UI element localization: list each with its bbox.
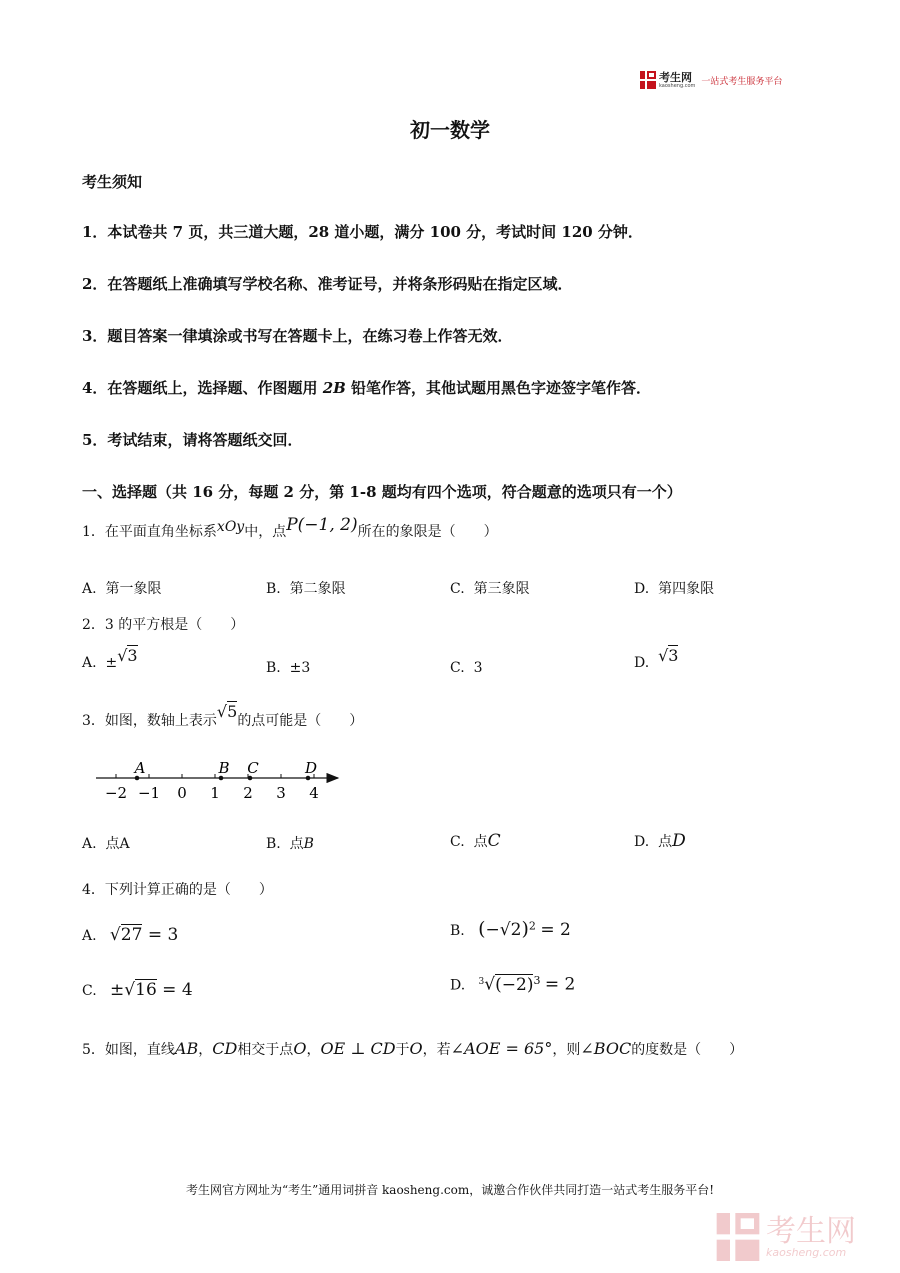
- option-point-name: B: [303, 836, 314, 852]
- option-letter: D.: [634, 834, 650, 850]
- logo-slogan: 一站式考生服务平台: [701, 76, 783, 87]
- option-letter: B.: [266, 660, 281, 676]
- q3-pre: 3．如图，数轴上表示: [82, 713, 217, 729]
- q2-option-d[interactable]: D. √3: [634, 646, 679, 671]
- option-exponent: 2: [528, 919, 536, 933]
- q5-text: 的度数是（ ）: [631, 1042, 744, 1058]
- q5-text: 5．如图，直线: [82, 1042, 175, 1058]
- q3-option-b[interactable]: [266, 833, 314, 853]
- q1-option-c[interactable]: [450, 578, 530, 598]
- q1-pre: 1．在平面直角坐标系: [82, 524, 217, 540]
- tick-label: 0: [177, 784, 187, 802]
- notice-rule-3: 3．题目答案一律填涂或书写在答题卡上，在练习卷上作答无效．: [82, 327, 513, 345]
- radicand: 3: [127, 646, 138, 665]
- q1-coord-system: xOy: [216, 519, 245, 535]
- root-index: 3: [478, 977, 485, 987]
- q5-text: ，: [306, 1042, 321, 1058]
- option-letter: D.: [450, 977, 466, 994]
- q4-option-d[interactable]: D. $^3√(-2)^3 = 2$: [450, 974, 576, 995]
- q4-option-b[interactable]: B. $(-√2)^2 = 2$: [450, 918, 571, 940]
- watermark-domain: kaosheng.com: [766, 1245, 847, 1259]
- radicand: 27: [120, 925, 143, 945]
- option-letter: C.: [450, 581, 465, 597]
- option-letter: A.: [82, 655, 97, 671]
- tick-label: −1: [137, 784, 161, 802]
- q5-line-cd: CD: [212, 1039, 238, 1058]
- option-text: 3: [473, 660, 483, 676]
- tick-label: 1: [210, 784, 220, 802]
- option-letter: B.: [450, 923, 465, 939]
- point-label: D: [304, 759, 318, 777]
- logo-mark-icon: [640, 71, 656, 89]
- notice-rule-4-post: 铅笔作答，其他试题用黑色字迹签字笔作答．: [351, 379, 652, 397]
- q3-option-a[interactable]: [82, 833, 130, 853]
- q3-option-d[interactable]: [634, 831, 686, 851]
- page-title: 初一数学: [410, 118, 490, 142]
- notice-rule-4-pre: 4．在答题纸上，选择题、作图题用: [82, 379, 318, 397]
- q5-point-o: O: [409, 1039, 423, 1058]
- option-letter: B.: [266, 836, 281, 852]
- q2-option-b[interactable]: [266, 660, 310, 676]
- notice-rule-5: 5．考试结束，请将答题纸交回．: [82, 431, 303, 449]
- option-text: 点: [473, 834, 488, 850]
- q5-perpendicular: OE ⊥ CD: [320, 1039, 396, 1058]
- number-line: [90, 756, 350, 804]
- q4-option-a[interactable]: A. √27 = 3: [82, 925, 179, 945]
- option-text: ±3: [289, 660, 311, 676]
- q5-text: ，则: [552, 1042, 581, 1058]
- point-label: A: [134, 759, 146, 777]
- q5-text: ，若: [422, 1042, 451, 1058]
- logo-domain: kaosheng.com: [659, 82, 696, 89]
- option-point-name: C: [487, 831, 501, 851]
- option-text: 第一象限: [105, 581, 162, 597]
- option-letter: C.: [450, 834, 465, 850]
- q5-text: ，: [198, 1042, 213, 1058]
- q1-point: P(−1, 2): [286, 515, 358, 535]
- notice-rule-4: [82, 377, 651, 398]
- section-heading: 一、选择题（共 16 分，每题 2 分，第 1-8 题均有四个选项，符合题意的选项只有一个）: [82, 483, 682, 501]
- question-3-stem: 3．如图，数轴上表示√5的点可能是（ ）: [82, 702, 364, 729]
- point-label: B: [218, 759, 230, 777]
- q2-option-a[interactable]: A. ±√3: [82, 646, 138, 671]
- option-exponent: 3: [533, 974, 541, 987]
- option-rhs: = 3: [147, 925, 179, 945]
- radicand: 5: [227, 702, 238, 721]
- tick-label: 2: [243, 784, 253, 802]
- option-letter: D.: [634, 655, 650, 671]
- notice-heading: 考生须知: [82, 173, 143, 191]
- q1-option-a[interactable]: [82, 578, 161, 598]
- option-text: 点: [105, 836, 120, 852]
- option-rhs: = 4: [162, 980, 193, 1000]
- q5-angle-boc: ∠BOC: [580, 1039, 632, 1058]
- plus-minus: ±: [110, 980, 125, 1000]
- notice-rule-1: 1．本试卷共 7 页，共三道大题，28 道小题，满分 100 分，考试时间 120 分钟．: [82, 223, 643, 241]
- q5-angle-aoe: ∠AOE = 65°: [450, 1039, 553, 1058]
- logo-name: 考生网: [659, 70, 692, 84]
- q1-option-d[interactable]: [634, 578, 714, 598]
- notice-rule-2: 2．在答题纸上准确填写学校名称、准考证号，并将条形码贴在指定区域．: [82, 275, 573, 293]
- option-text: 点: [658, 834, 673, 850]
- radicand: 16: [135, 980, 157, 1000]
- question-1-stem: [82, 515, 498, 541]
- option-text: 第四象限: [658, 581, 715, 597]
- q5-point-o: O: [293, 1039, 307, 1058]
- q1-option-b[interactable]: [266, 578, 346, 598]
- question-2-stem: 2．3 的平方根是（ ）: [82, 617, 245, 633]
- point-label: C: [247, 759, 259, 777]
- option-point-name: A: [119, 836, 130, 852]
- q3-post: 的点可能是（ ）: [237, 713, 364, 729]
- q2-option-c[interactable]: [450, 660, 483, 676]
- question-4-stem: 4．下列计算正确的是（ ）: [82, 882, 273, 898]
- option-letter: A.: [82, 581, 97, 597]
- option-inner: (−2): [495, 974, 534, 995]
- watermark-logo: [716, 1213, 856, 1261]
- q1-mid: 中，点: [244, 524, 287, 540]
- header-logo: [640, 71, 782, 89]
- option-letter: A.: [82, 836, 97, 852]
- q5-line-ab: AB: [174, 1039, 199, 1058]
- option-text: 第二象限: [289, 581, 346, 597]
- footer-text: 考生网官方网址为“考生”通用词拼音 kaosheng.com，诚邀合作伙伴共同打造一站式考生服务平台!: [185, 1183, 715, 1197]
- option-text: 点: [289, 836, 304, 852]
- q1-post: 所在的象限是（ ）: [357, 524, 498, 540]
- tick-label: −2: [104, 784, 128, 802]
- option-inner: −√2: [485, 920, 522, 940]
- question-5-stem: [82, 1039, 743, 1059]
- option-letter: A.: [82, 928, 97, 944]
- option-text: 第三象限: [473, 581, 530, 597]
- option-rhs: = 2: [544, 974, 576, 995]
- option-rhs: = 2: [540, 920, 571, 940]
- q4-option-c[interactable]: C. ±√16 = 4: [82, 980, 193, 1000]
- option-letter: C.: [450, 660, 465, 676]
- option-letter: D.: [634, 581, 650, 597]
- tick-label: 4: [309, 784, 319, 802]
- option-letter: B.: [266, 581, 281, 597]
- watermark-name: 考生网: [766, 1213, 856, 1249]
- option-point-name: D: [672, 831, 686, 851]
- watermark-mark-icon: [716, 1213, 760, 1261]
- q5-text: 于: [395, 1042, 410, 1058]
- q3-option-c[interactable]: [450, 831, 501, 851]
- radicand: 3: [668, 646, 679, 665]
- plus-minus: ±: [105, 655, 118, 671]
- tick-label: 3: [276, 784, 286, 802]
- option-letter: C.: [82, 983, 97, 999]
- q5-text: 相交于点: [237, 1042, 294, 1058]
- pencil-grade: 2B: [322, 379, 346, 397]
